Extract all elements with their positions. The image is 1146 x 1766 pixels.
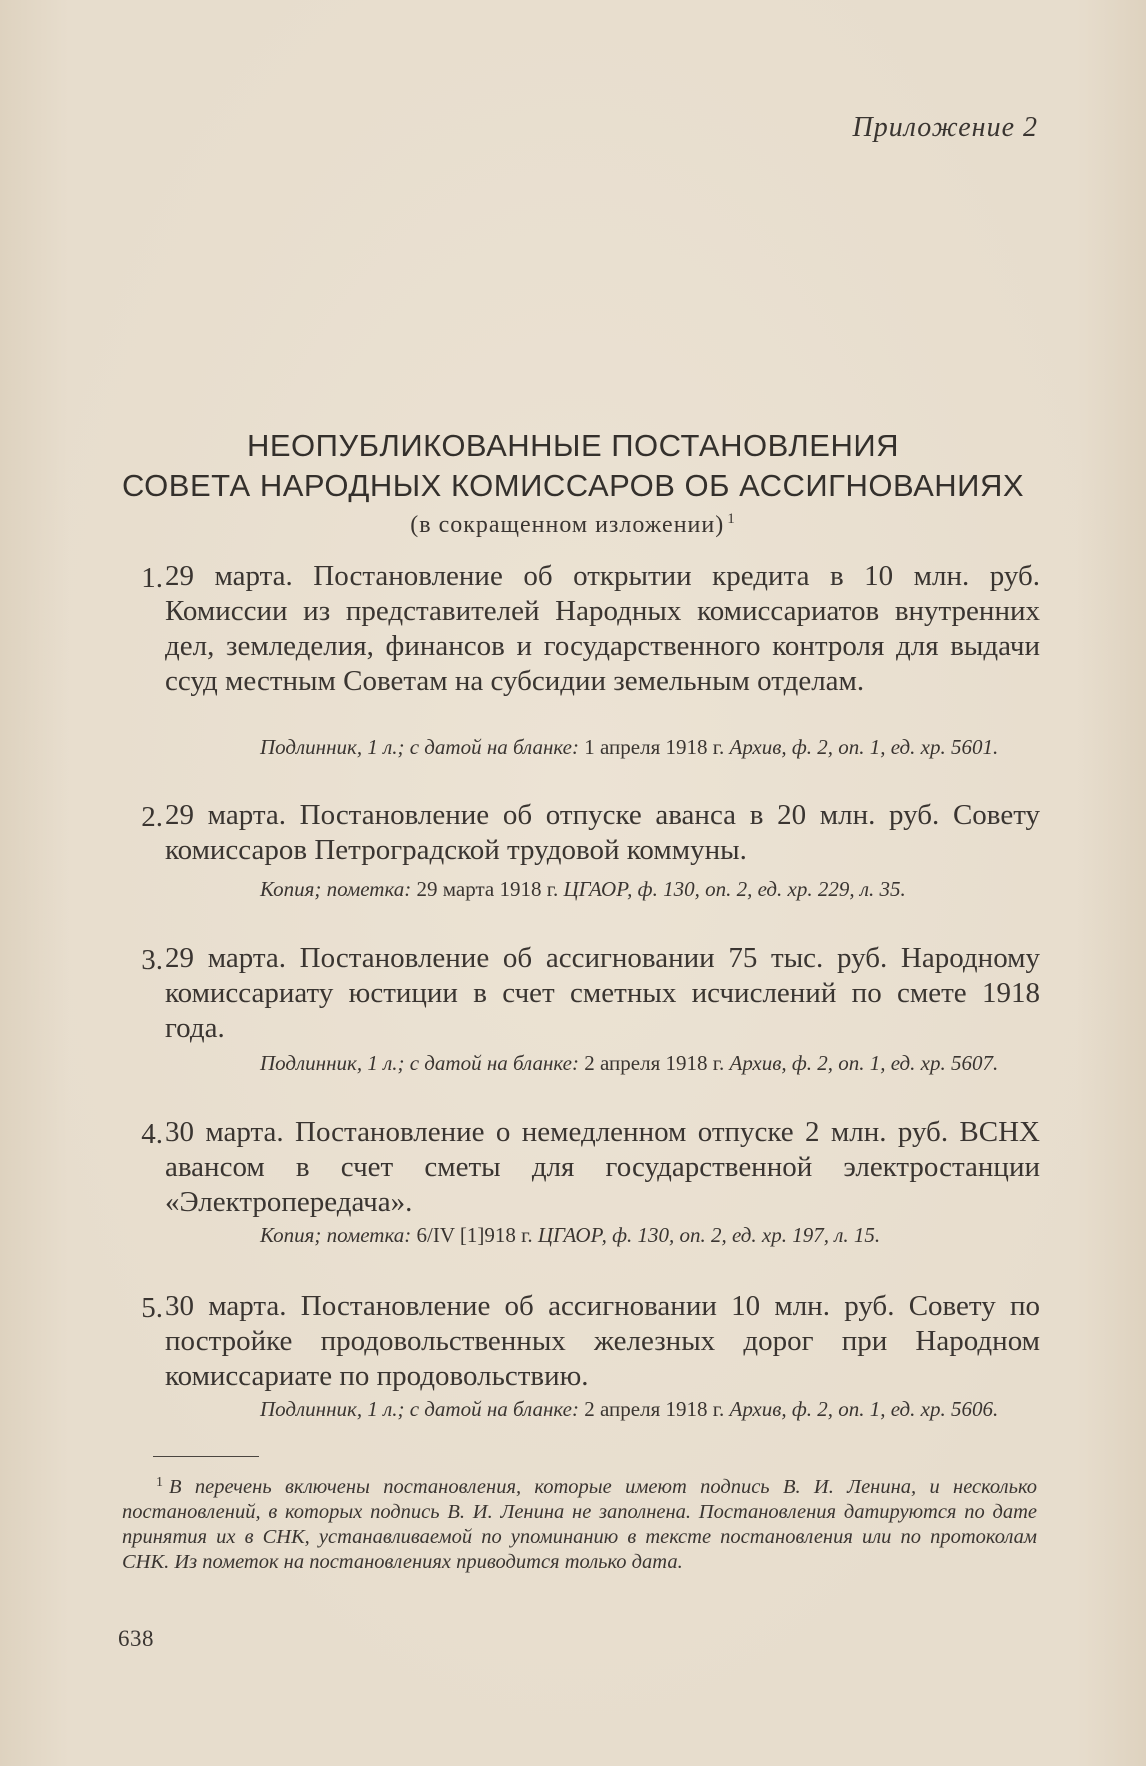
resolution-item	[125, 1115, 1040, 1220]
document-title-line-2: СОВЕТА НАРОДНЫХ КОМИССАРОВ ОБ АССИГНОВАНИЯХ	[121, 468, 1025, 503]
item-number: 1.	[141, 562, 163, 594]
document-title-line-1: НЕОПУБЛИКОВАННЫЕ ПОСТАНОВЛЕНИЯ	[246, 428, 899, 463]
source-prefix: Копия; пометка:	[260, 877, 412, 901]
resolution-item	[125, 559, 1040, 699]
page-number: 638	[118, 1626, 154, 1651]
resolution-item	[125, 941, 1040, 1046]
item-text: 29 марта. Постановление об отпуске аванса в 20 млн. руб. Совету комиссаров Петроградской трудовой коммуны.	[165, 799, 1040, 866]
item-text: 30 марта. Постановление об ассигновании 10 млн. руб. Совету по постройке продовольственных железных дорог при Народном комиссариате по продовольствию.	[165, 1290, 1040, 1392]
source-prefix: Подлинник, 1 л.; с датой на бланке:	[260, 1397, 579, 1421]
source-suffix: Архив, ф. 2, оп. 1, ед. хр. 5606.	[729, 1397, 999, 1421]
item-text: 29 марта. Постановление об ассигновании 75 тыс. руб. Народному комиссариату юстиции в счет сметных исчислений по смете 1918 года.	[165, 942, 1040, 1044]
source-date: 1 апреля 1918 г.	[584, 735, 725, 759]
document-subtitle	[0, 511, 1146, 539]
source-prefix: Копия; пометка:	[260, 1223, 412, 1247]
source-prefix: Подлинник, 1 л.; с датой на бланке:	[260, 735, 579, 759]
item-text: 30 марта. Постановление о немедленном отпуске 2 млн. руб. ВСНХ авансом в счет сметы для государственной электростанции «Электропередача».	[165, 1116, 1040, 1218]
source-date: 29 марта 1918 г.	[416, 877, 559, 901]
footnote-text: В перечень включены постановления, которые имеют подпись В. И. Ленина, и несколько постановлений, в которых подпись В. И. Ленина не заполнена. Постановления датируются по дате принятия их в СНК, устанавливаемой по упоминанию в тексте постановления или по протоколам СНК. Из пометок на постановлениях приводится только дата.	[122, 1476, 1037, 1573]
item-number: 5.	[141, 1292, 163, 1324]
item-source	[260, 733, 1035, 761]
source-date: 2 апреля 1918 г.	[584, 1397, 725, 1421]
source-suffix: Архив, ф. 2, оп. 1, ед. хр. 5601.	[729, 735, 999, 759]
item-source	[260, 1221, 1035, 1249]
source-prefix: Подлинник, 1 л.; с датой на бланке:	[260, 1051, 579, 1075]
subtitle-text: (в сокращенном изложении)	[410, 512, 725, 538]
item-number: 2.	[141, 801, 163, 833]
item-source	[260, 1049, 1035, 1077]
footnote-marker: 1	[156, 1475, 163, 1490]
appendix-label: Приложение 2	[852, 112, 1038, 143]
source-date: 6/IV [1]918 г.	[416, 1223, 533, 1247]
source-date: 2 апреля 1918 г.	[584, 1051, 725, 1075]
footnote-reference: 1	[727, 511, 736, 527]
item-number: 3.	[141, 944, 163, 976]
footnote-divider	[153, 1456, 259, 1457]
item-source	[260, 1395, 1035, 1423]
source-suffix: ЦГАОР, ф. 130, оп. 2, ед. хр. 229, л. 35.	[563, 877, 906, 901]
resolution-item	[125, 1289, 1040, 1394]
resolution-item	[125, 798, 1040, 868]
item-text: 29 марта. Постановление об открытии кредита в 10 млн. руб. Комиссии из представителей Народных комиссариатов внутренних дел, земледелия, финансов и государственного контроля для выдачи ссуд местным Советам на субсидии земельным отделам.	[165, 560, 1040, 697]
source-suffix: ЦГАОР, ф. 130, оп. 2, ед. хр. 197, л. 15.	[537, 1223, 881, 1247]
source-suffix: Архив, ф. 2, оп. 1, ед. хр. 5607.	[729, 1051, 999, 1075]
item-source	[260, 875, 1035, 903]
footnote	[122, 1470, 1037, 1575]
item-number: 4.	[141, 1118, 163, 1150]
